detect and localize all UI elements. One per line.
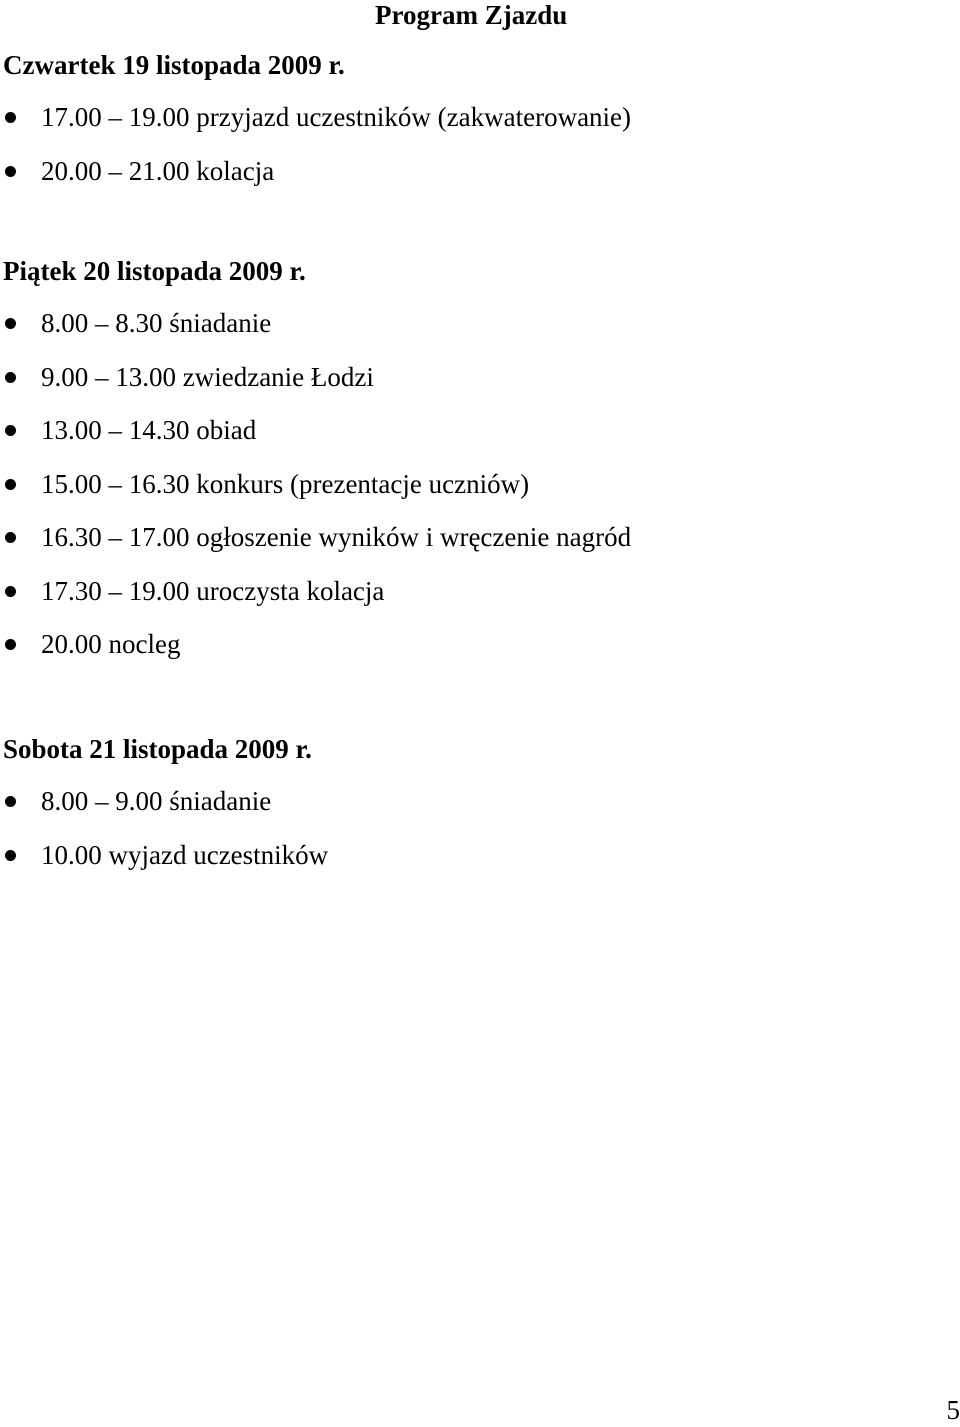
day-heading: Piątek 20 listopada 2009 r. [3,256,306,286]
schedule-item-text: 20.00 nocleg [41,629,181,659]
bullet-icon [5,166,16,177]
bullet-icon [5,639,16,650]
schedule-item-text: 13.00 – 14.30 obiad [41,415,257,445]
bullet-icon [5,479,16,490]
bullet-icon [5,850,16,861]
schedule-item-text: 10.00 wyjazd uczestników [41,839,329,870]
bullet-icon [5,425,16,436]
schedule-item-text: 16.30 – 17.00 ogłoszenie wyników i wręczenie nagród [41,522,632,552]
bullet-icon [5,112,16,123]
schedule-item-text: 15.00 – 16.30 konkurs (prezentacje uczniów) [41,468,530,499]
schedule-item-text: 9.00 – 13.00 zwiedzanie Łodzi [41,361,374,392]
schedule-item-text: 8.00 – 8.30 śniadanie [41,308,272,338]
day-heading: Czwartek 19 listopada 2009 r. [3,50,345,80]
bullet-icon [5,318,16,329]
bullet-icon [5,532,16,543]
schedule-item-text: 17.00 – 19.00 przyjazd uczestników (zakwaterowanie) [41,102,632,132]
bullet-icon [5,796,16,807]
bullet-icon [5,372,16,383]
schedule-item-text: 8.00 – 9.00 śniadanie [41,786,272,816]
page-title: Program Zjazdu [375,0,568,30]
day-heading: Sobota 21 listopada 2009 r. [3,734,312,764]
bullet-icon [5,586,16,597]
schedule-item-text: 17.30 – 19.00 uroczysta kolacja [41,575,385,606]
page-number: 5 [946,1395,960,1425]
schedule-item-text: 20.00 – 21.00 kolacja [41,155,275,186]
